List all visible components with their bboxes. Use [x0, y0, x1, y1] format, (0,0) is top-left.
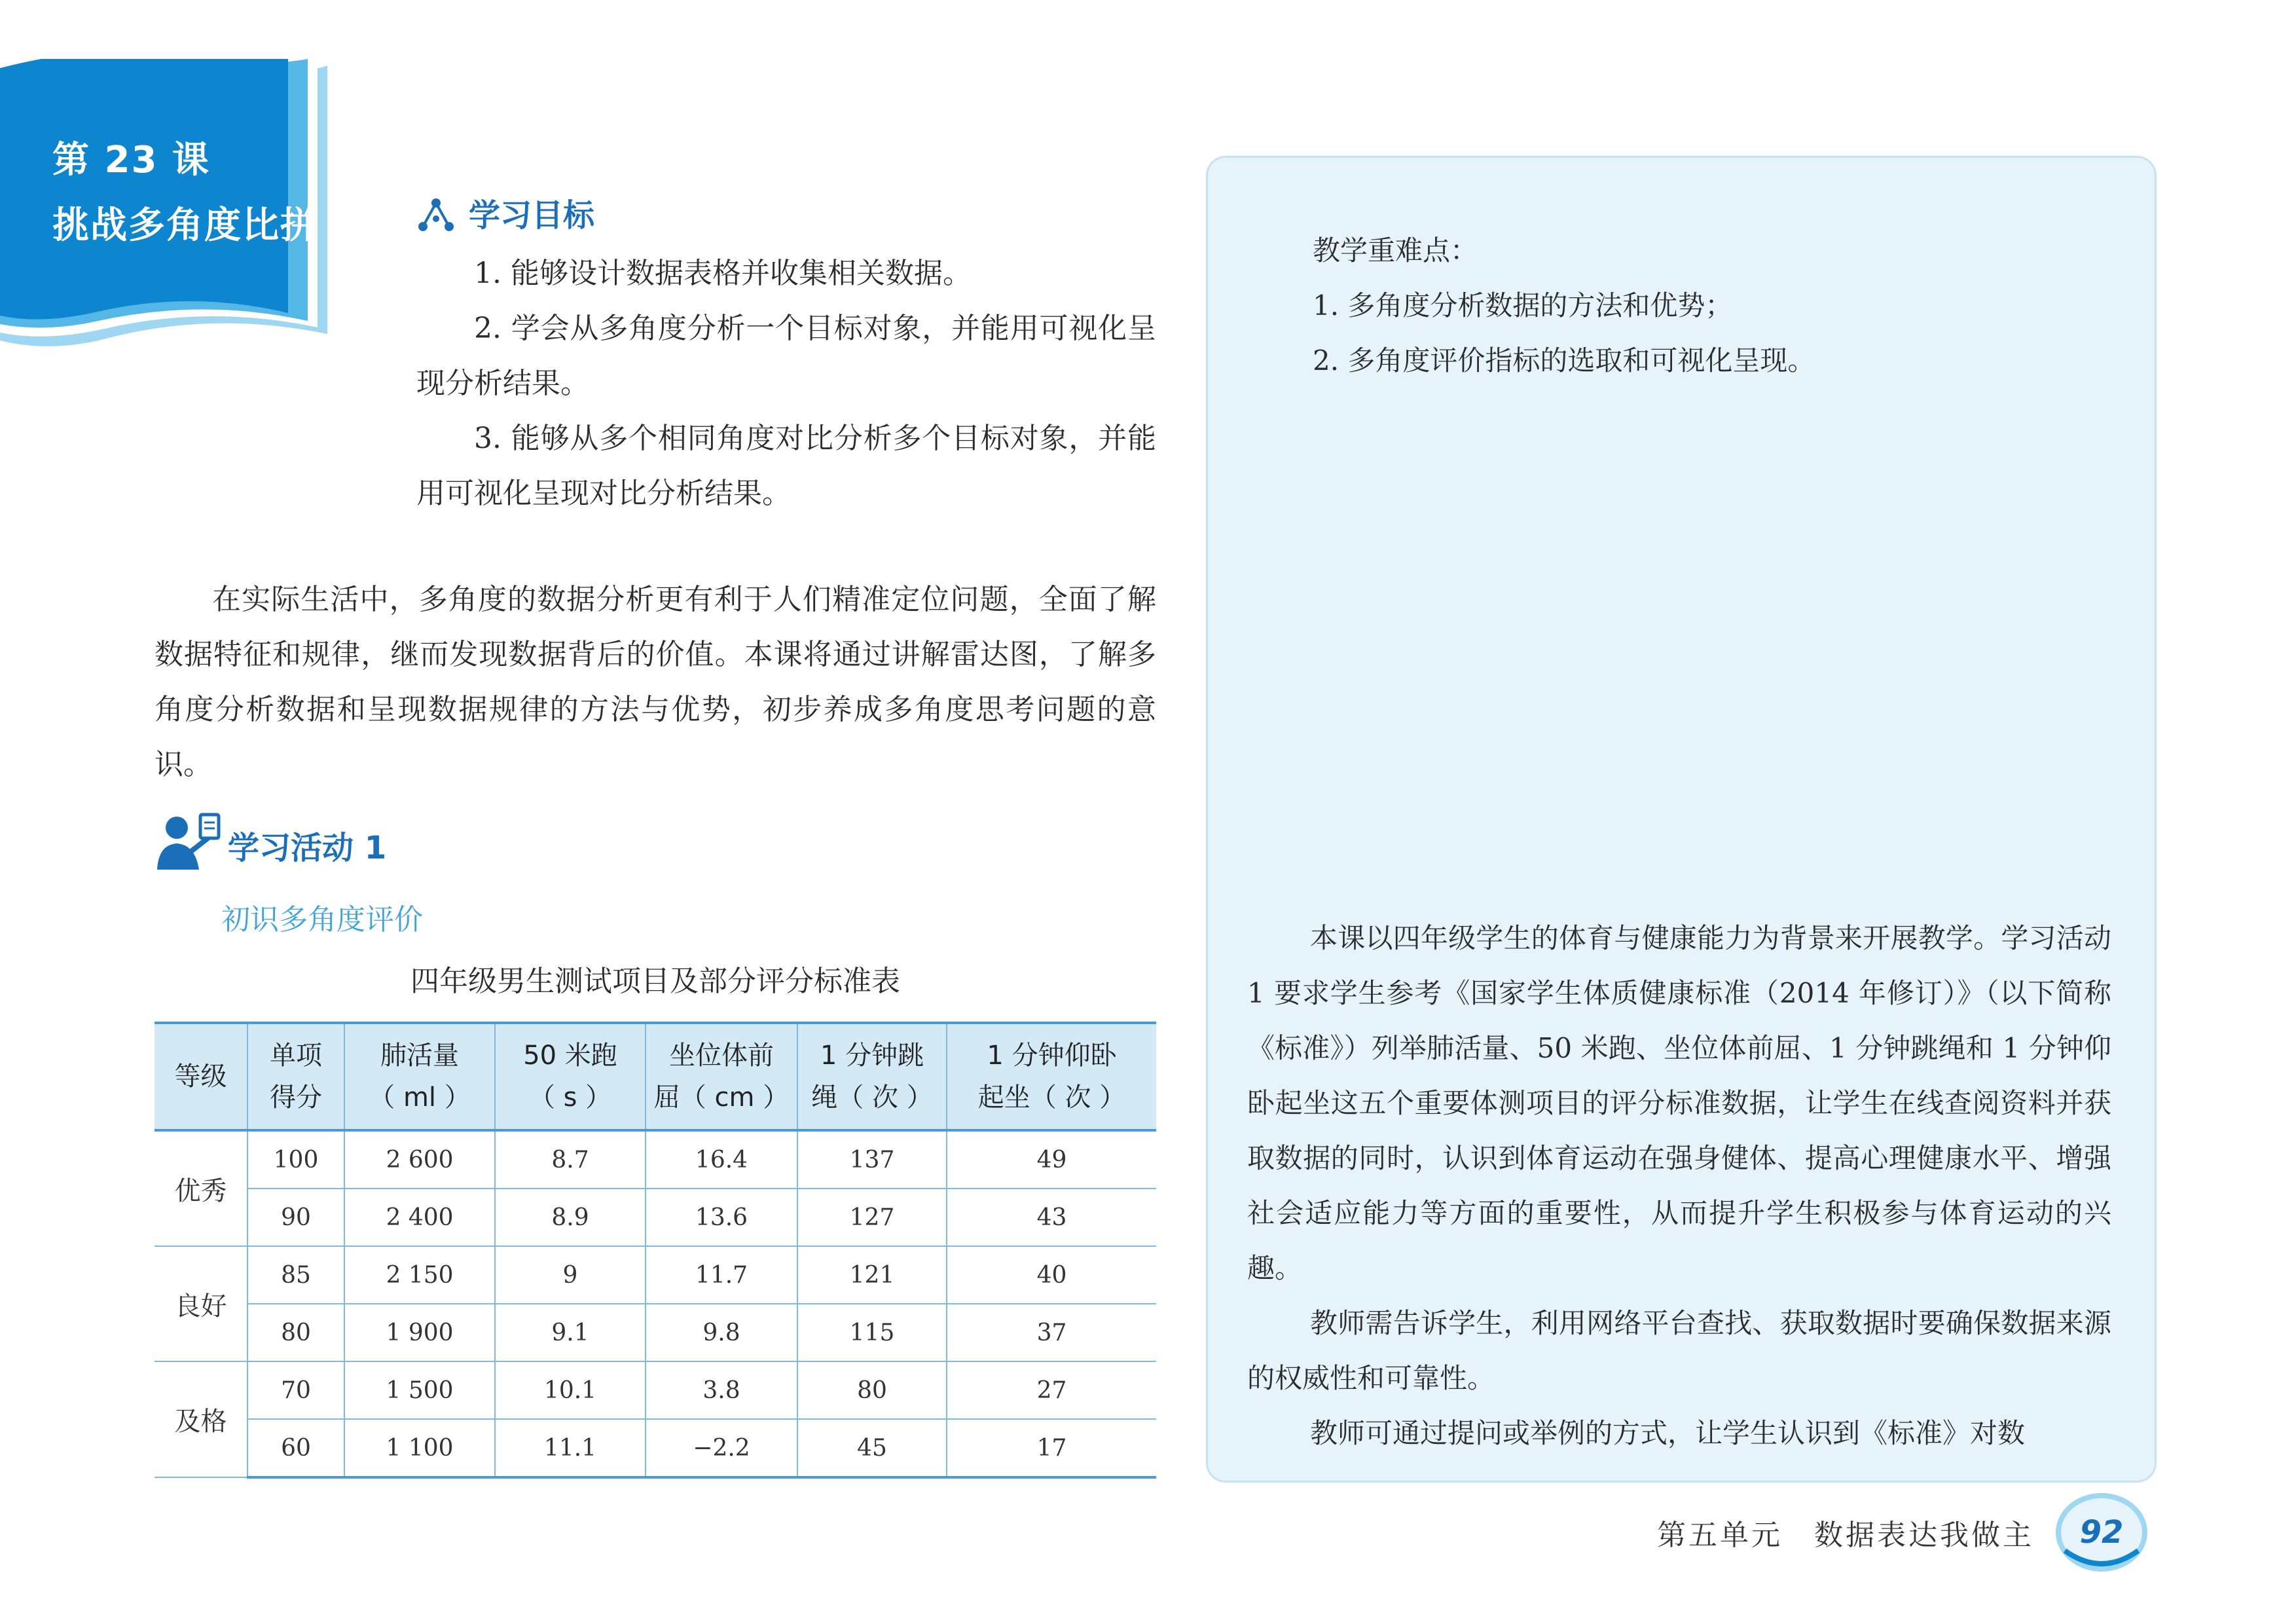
page-number: 92: [2079, 1514, 2124, 1551]
table-cell: 8.7: [495, 1130, 646, 1189]
table-cell: 70: [247, 1361, 344, 1419]
table-cell: 2 600: [344, 1130, 495, 1189]
difficulty-title: 教学重难点：: [1313, 234, 1478, 267]
scoring-standard-table: [155, 1022, 1156, 1479]
objective-item: 3. 能够从多个相同角度对比分析多个目标对象，并能用可视化呈现对比分析结果。: [416, 422, 1156, 510]
intro-paragraph: 在实际生活中，多角度的数据分析更有利于人们精准定位问题，全面了解数据特征和规律，继而发现数据背后的价值。本课将通过讲解雷达图，了解多角度分析数据和呈现数据规律的方法与优势，初步养成多角度思考问题的意识。: [155, 583, 1156, 781]
table-cell: 1 100: [344, 1419, 495, 1477]
footer-unit-title: 第五单元 数据表达我做主: [1657, 1519, 2034, 1552]
objectives-heading: 学习目标: [469, 197, 595, 234]
table-cell: 115: [797, 1304, 947, 1361]
table-cell: 40: [947, 1246, 1156, 1304]
table-cell: 85: [247, 1246, 344, 1304]
student-activity-icon: [155, 811, 223, 871]
table-cell: 8.9: [495, 1189, 646, 1246]
table-header-row: [155, 1023, 1156, 1130]
notes-paragraph: 教师需告诉学生，利用网络平台查找、获取数据时要确保数据来源的权威性和可靠性。: [1247, 1307, 2111, 1394]
table-row: [155, 1130, 1156, 1189]
objective-item: 2. 学会从多角度分析一个目标对象，并能用可视化呈现分析结果。: [416, 312, 1156, 400]
difficulty-item: 1. 多角度分析数据的方法和优势；: [1313, 289, 1733, 322]
objectives-icon: [416, 195, 456, 234]
table-cell: 1 500: [344, 1361, 495, 1419]
teacher-notes-panel: [1206, 156, 2157, 1483]
header-50m-run: 50 米跑 （ s ）: [495, 1023, 646, 1130]
table-cell: 60: [247, 1419, 344, 1477]
lesson-number: 第 23 课: [52, 139, 210, 181]
table-cell: 10.1: [495, 1361, 646, 1419]
objective-item: 1. 能够设计数据表格并收集相关数据。: [474, 257, 972, 290]
notes-paragraph: 教师可通过提问或举例的方式，让学生认识到《标准》对数: [1310, 1417, 2026, 1449]
table-cell: 90: [247, 1189, 344, 1246]
table-cell: 2 150: [344, 1246, 495, 1304]
table-cell: 80: [247, 1304, 344, 1361]
table-cell: 3.8: [646, 1361, 797, 1419]
table-cell: 45: [797, 1419, 947, 1477]
table-cell: −2.2: [646, 1419, 797, 1477]
table-cell: 13.6: [646, 1189, 797, 1246]
table-row: [155, 1189, 1156, 1246]
table-row: [155, 1304, 1156, 1361]
header-single-score: 单项 得分: [247, 1023, 344, 1130]
table-cell: 100: [247, 1130, 344, 1189]
table-cell: 43: [947, 1189, 1156, 1246]
table-cell: 49: [947, 1130, 1156, 1189]
notes-paragraph: 本课以四年级学生的体育与健康能力为背景来开展教学。学习活动 1 要求学生参考《国家学生体质健康标准（2014 年修订）》（以下简称《标准》）列举肺活量、50 米跑、坐位体前屈、1 分钟跳绳和 1 分钟仰卧起坐这五个重要体测项目的评分标准数据，让学生在线查阅资料并获取数据的同时，认识到体育运动在强身健体、提高心理健康水平、增强社会适应能力等方面的重要性，从而提升学生积极参与体育运动的兴趣。: [1247, 922, 2111, 1284]
difficulty-item: 2. 多角度评价指标的选取和可视化呈现。: [1313, 344, 1815, 377]
table-cell: 16.4: [646, 1130, 797, 1189]
header-rope-skipping: 1 分钟跳 绳（ 次 ）: [797, 1023, 947, 1130]
table-row: [155, 1419, 1156, 1477]
table-cell: 9: [495, 1246, 646, 1304]
table-cell: 80: [797, 1361, 947, 1419]
header-level: 等级: [155, 1023, 247, 1130]
lesson-title: 挑战多角度比拼: [52, 204, 318, 247]
table-cell: 127: [797, 1189, 947, 1246]
table-title: 四年级男生测试项目及部分评分标准表: [410, 965, 900, 998]
activity-subheading: 初识多角度评价: [221, 903, 423, 936]
table-cell: 9.8: [646, 1304, 797, 1361]
table-cell: 11.7: [646, 1246, 797, 1304]
table-row: [155, 1246, 1156, 1304]
header-sit-ups: 1 分钟仰卧 起坐（ 次 ）: [947, 1023, 1156, 1130]
table-cell: 27: [947, 1361, 1156, 1419]
table-cell: 9.1: [495, 1304, 646, 1361]
level-cell: 良好: [155, 1246, 247, 1361]
table-cell: 137: [797, 1130, 947, 1189]
table-row: [155, 1361, 1156, 1419]
level-cell: 优秀: [155, 1130, 247, 1246]
table-cell: 1 900: [344, 1304, 495, 1361]
table-cell: 11.1: [495, 1419, 646, 1477]
table-cell: 37: [947, 1304, 1156, 1361]
level-cell: 及格: [155, 1361, 247, 1477]
header-vital-capacity: 肺活量 （ ml ）: [344, 1023, 495, 1130]
activity-heading: 学习活动 1: [228, 830, 387, 866]
table-cell: 121: [797, 1246, 947, 1304]
table-cell: 2 400: [344, 1189, 495, 1246]
table-cell: 17: [947, 1419, 1156, 1477]
header-sit-and-reach: 坐位体前 屈（ cm ）: [646, 1023, 797, 1130]
